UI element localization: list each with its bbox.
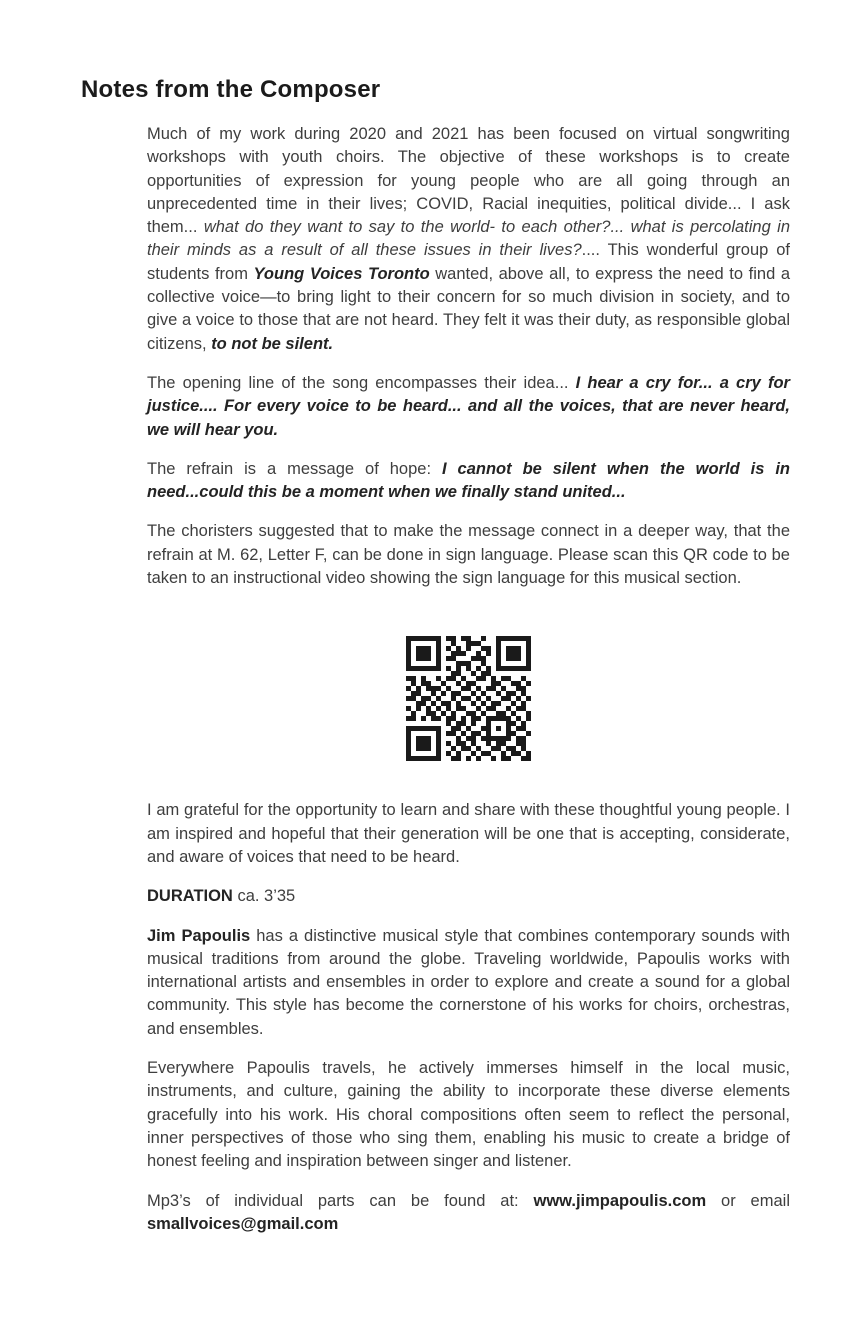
text-run: www.jimpapoulis.com: [533, 1191, 707, 1210]
text-run: I am grateful for the opportunity to learn and share with these thoughtful young people. I am inspired and hopeful that their generation will be one that is accepting, considerate, and aware of voices that need to be heard.: [147, 801, 790, 866]
text-run: .... This wonderful group of students from: [147, 241, 790, 283]
paragraph-workshops: [147, 123, 790, 356]
paragraph-mp3: [147, 1190, 790, 1237]
text-run: wanted, above all, to express the need to find a collective voice—to bring light to their concern for so much division in society, and to give a voice to those that are not heard. They felt it was their duty, as responsible global citizens,: [147, 264, 790, 353]
text-run: Much of my work during 2020 and 2021 has been focused on virtual songwriting workshops with youth choirs. The objective of these workshops is to create opportunities of expression for young people who are all going through an unprecedented time in their lives; COVID, Racial inequities, political divide... I ask them...: [147, 125, 790, 237]
paragraph-duration: [147, 885, 790, 908]
text-run: The refrain is a message of hope:: [147, 459, 442, 478]
paragraph-bio-2: [147, 1057, 790, 1173]
text-run: what do they want to say to the world- to each other?... what is percolating in their minds as a result of all these issues in their lives?: [147, 218, 790, 260]
page-title: Notes from the Composer: [81, 76, 381, 103]
text-run: Mp3’s of individual parts can be found at:: [147, 1191, 534, 1210]
text-run: ca. 3’35: [232, 887, 296, 906]
text-run: Jim Papoulis: [147, 926, 251, 945]
text-run: The choristers suggested that to make the message connect in a deeper way, that the refrain at M. 62, Letter F, can be done in sign language. Please scan this QR code to be taken to an instructional video showing the sign language for this musical section.: [147, 522, 790, 588]
text-run: Young Voices Toronto: [253, 264, 430, 283]
text-run: has a distinctive musical style that combines contemporary sounds with musical traditions from around the globe. Traveling worldwide, Papoulis works with international artists and ensembles in order to explore and create a sound for a global community. This style has become the cornerstone of his works for choirs, orchestras, and ensembles.: [147, 926, 790, 1038]
paragraph-bio-1: [147, 925, 790, 1041]
paragraph-sign-language: [147, 520, 790, 590]
text-run: or email: [706, 1191, 790, 1210]
text-run: I cannot be silent when the world is in need...could this be a moment when we finally stand united...: [147, 459, 790, 502]
paragraph-refrain: [147, 458, 790, 505]
text-run: DURATION: [147, 887, 233, 906]
text-run: smallvoices@gmail.com: [147, 1214, 339, 1233]
text-run: Everywhere Papoulis travels, he actively immerses himself in the local music, instruments, and culture, gaining the ability to incorporate these diverse elements gracefully into his work. His choral compositions often seem to reflect the personal, inner perspectives of those who sing them, enabling his music to create a bridge of honest feeling and inspiration between singer and listener.: [147, 1059, 790, 1171]
paragraph-grateful: [147, 799, 790, 869]
qr-code: [147, 636, 790, 761]
text-run: The opening line of the song encompasses their idea...: [147, 373, 576, 392]
qr-module: [526, 756, 531, 761]
composer-notes-body: [147, 123, 790, 1236]
qr-code-grid: [406, 636, 531, 761]
text-run: I hear a cry for... a cry for justice.... For every voice to be heard... and all the voices, that are never heard, we will hear you.: [147, 373, 790, 439]
paragraph-opening-line: [147, 372, 790, 442]
text-run: to not be silent.: [211, 334, 334, 353]
